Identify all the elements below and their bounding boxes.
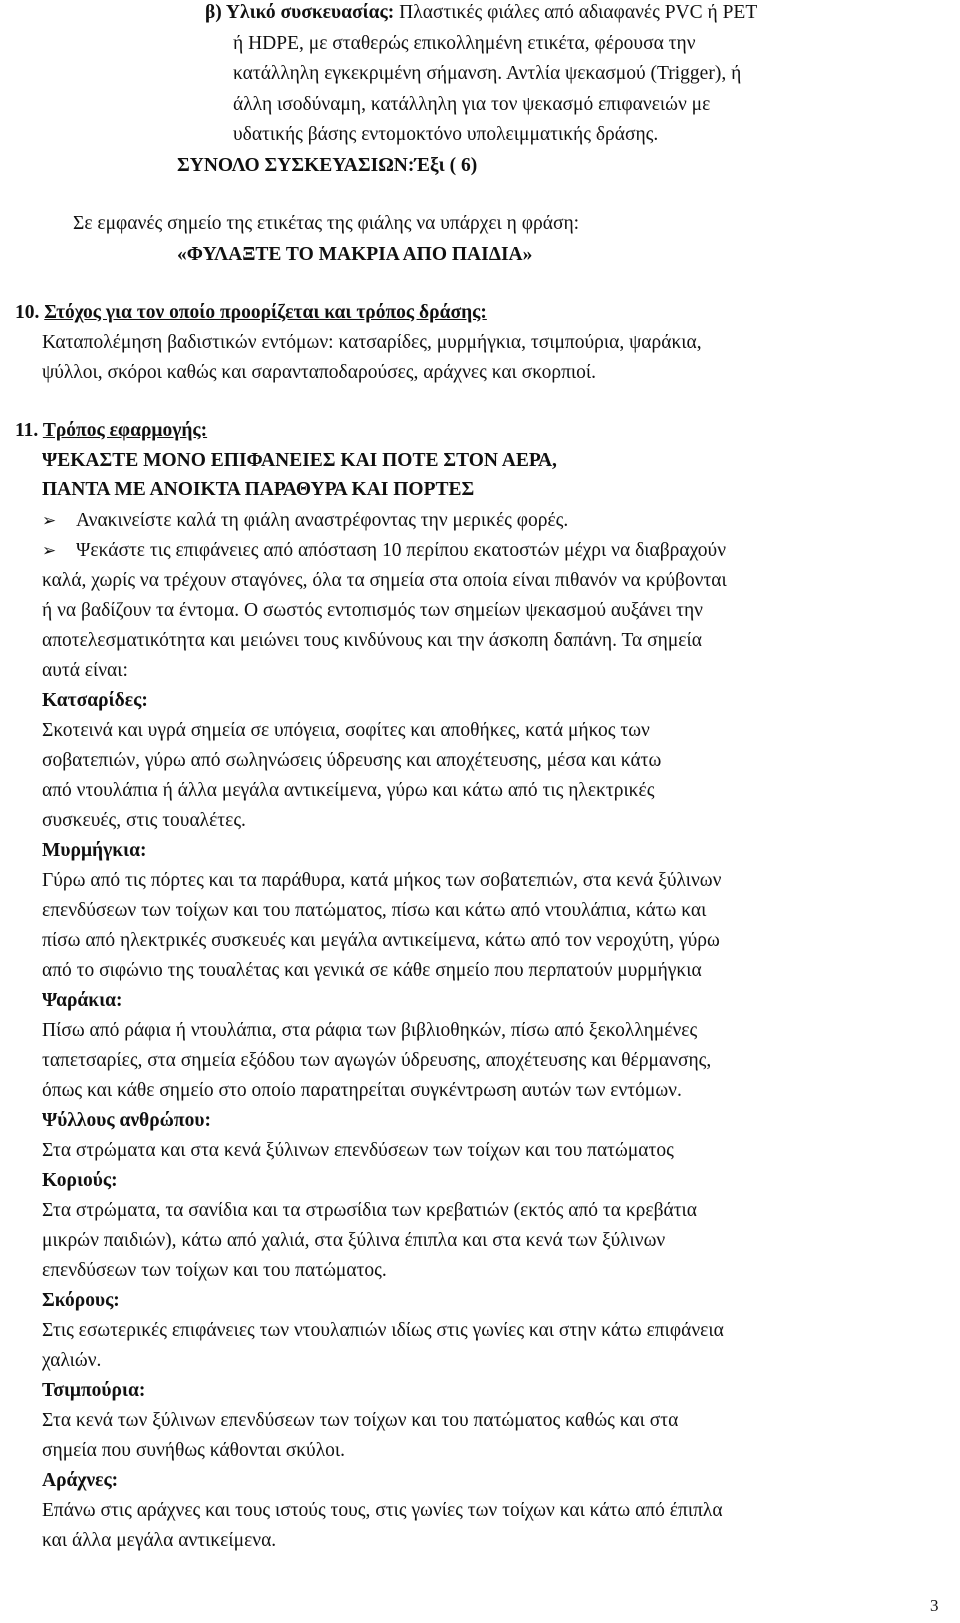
arrow-bullet-icon: ➢ — [42, 511, 57, 531]
spiders-line-1: Επάνω στις αράχνες και τους ιστούς τους, στις γωνίες των τοίχων και κάτω από έπιπλα — [42, 1500, 723, 1521]
bullet-2-line-4: αποτελεσματικότητα και μειώνει τους κινδύνους και την άσκοπη δαπάνη. Τα σημεία — [42, 630, 702, 651]
moths-line-2: χαλιών. — [42, 1350, 102, 1371]
silverfish-heading: Ψαράκια: — [42, 990, 123, 1011]
packaging-line-4: άλλη ισοδύναμη, κατάλληλη για τον ψεκασμό επιφανειών με — [233, 94, 711, 115]
moths-heading: Σκόρους: — [42, 1290, 120, 1311]
total-packages: ΣΥΝΟΛΟ ΣΥΣΚΕΥΑΣΙΩΝ:Έξι ( 6) — [177, 155, 478, 176]
bedbugs-line-1: Στα στρώματα, τα σανίδια και τα στρωσίδια των κρεβατιών (εκτός από τα κρεβάτια — [42, 1200, 698, 1221]
caps-instruction-1: ΨΕΚΑΣΤΕ ΜΟΝΟ ΕΠΙΦΑΝΕΙΕΣ ΚΑΙ ΠΟΤΕ ΣΤΟΝ ΑΕΡΑ, — [42, 450, 557, 471]
bullet-2-line-2: καλά, χωρίς να τρέχουν σταγόνες, όλα τα σημεία στα οποία είναι πιθανόν να κρύβονται — [42, 570, 727, 591]
section-11-heading: Τρόπος εφαρμογής: — [42, 420, 208, 441]
section-10-heading: Στόχος για τον οποίο προορίζεται και τρόπος δράσης: — [44, 302, 487, 323]
spiders-line-2: και άλλα μεγάλα αντικείμενα. — [42, 1530, 277, 1551]
fleas-heading: Ψύλλους ανθρώπου: — [42, 1110, 211, 1131]
page-number: 3 — [930, 1596, 939, 1615]
bullet-1 — [42, 508, 568, 534]
silverfish-line-3: όπως και κάθε σημείο στο οποίο παρατηρείται συγκέντρωση αυτών των εντόμων. — [42, 1080, 682, 1101]
warning-phrase: «ΦΥΛΑΞΤΕ ΤΟ ΜΑΚΡΙΑ ΑΠΟ ΠΑΙΔΙΑ» — [177, 244, 533, 265]
bedbugs-line-2: μικρών παιδιών), κάτω από χαλιά, στα ξύλινα έπιπλα και στα κενά των ξύλινων — [42, 1230, 666, 1251]
cockroaches-line-3: από ντουλάπια ή άλλα μεγάλα αντικείμενα, γύρω και κάτω από τις ηλεκτρικές — [42, 780, 655, 801]
bullet-2-line-3: ή να βαδίζουν τα έντομα. Ο σωστός εντοπισμός των σημείων ψεκασμού αυξάνει την — [42, 600, 703, 621]
label-note: Σε εμφανές σημείο της ετικέτας της φιάλης να υπάρχει η φράση: — [73, 213, 580, 234]
section-10-number: 10. — [15, 302, 40, 323]
ticks-line-2: σημεία που συνήθως κάθονται σκύλοι. — [42, 1440, 346, 1461]
bullet-2-text: Ψεκάστε τις επιφάνειες από απόσταση 10 περίπου εκατοστών μέχρι να διαβραχούν — [76, 540, 727, 561]
ants-line-4: από το σιφώνιο της τουαλέτας και γενικά σε κάθε σημείο που περπατούν μυρμήγκια — [42, 960, 702, 981]
packaging-line-1 — [205, 0, 757, 26]
ticks-heading: Τσιμπούρια: — [42, 1380, 146, 1401]
silverfish-line-2: ταπετσαρίες, στα σημεία εξόδου των αγωγών ύδρευσης, αποχέτευσης και θέρμανσης, — [42, 1050, 712, 1071]
ticks-line-1: Στα κενά των ξύλινων επενδύσεων των τοίχων και του πατώματος καθώς και στα — [42, 1410, 679, 1431]
bedbugs-line-3: επενδύσεων των τοίχων και του πατώματος. — [42, 1260, 387, 1281]
ants-line-1: Γύρω από τις πόρτες και τα παράθυρα, κατά μήκος των σοβατεπιών, στα κενά ξύλινων — [42, 870, 722, 891]
ants-line-3: πίσω από ηλεκτρικές συσκευές και μεγάλα αντικείμενα, κάτω από τον νεροχύτη, γύρω — [42, 930, 720, 951]
packaging-text-1: Πλαστικές φιάλες από αδιαφανές PVC ή PET — [394, 2, 758, 23]
section-11-number: 11. — [15, 420, 39, 441]
cockroaches-line-2: σοβατεπιών, γύρω από σωληνώσεις ύδρευσης και αποχέτευσης, μέσα και κάτω — [42, 750, 662, 771]
ants-line-2: επενδύσεων των τοίχων και του πατώματος, πίσω και κάτω από ντουλάπια, κάτω και — [42, 900, 707, 921]
bullet-1-text: Ανακινείστε καλά τη φιάλη αναστρέφοντας την μερικές φορές. — [76, 510, 569, 531]
fleas-line-1: Στα στρώματα και στα κενά ξύλινων επενδύσεων των τοίχων και του πατώματος — [42, 1140, 674, 1161]
packaging-line-5: υδατικής βάσης εντομοκτόνο υπολειμματικής δράσης. — [233, 124, 659, 145]
ants-heading: Μυρμήγκια: — [42, 840, 147, 861]
arrow-bullet-icon: ➢ — [42, 541, 57, 561]
section-11-heading-line — [15, 418, 207, 444]
silverfish-line-1: Πίσω από ράφια ή ντουλάπια, στα ράφια των βιβλιοθηκών, πίσω από ξεκολλημένες — [42, 1020, 698, 1041]
caps-instruction-2: ΠΑΝΤΑ ΜΕ ΑΝΟΙΚΤΑ ΠΑΡΑΘΥΡΑ ΚΑΙ ΠΟΡΤΕΣ — [42, 479, 475, 500]
section-10-line-1: Καταπολέμηση βαδιστικών εντόμων: κατσαρίδες, μυρμήγκια, τσιμπούρια, ψαράκια, — [42, 332, 702, 353]
cockroaches-line-1: Σκοτεινά και υγρά σημεία σε υπόγεια, σοφίτες και αποθήκες, κατά μήκος των — [42, 720, 650, 741]
cockroaches-line-4: συσκευές, στις τουαλέτες. — [42, 810, 246, 831]
cockroaches-heading: Κατσαρίδες: — [42, 690, 148, 711]
packaging-heading: β) Υλικό συσκευασίας: — [205, 2, 395, 23]
section-10-heading-line — [15, 300, 487, 326]
bedbugs-heading: Κοριούς: — [42, 1170, 118, 1191]
section-10-line-2: ψύλλοι, σκόροι καθώς και σαρανταποδαρούσες, αράχνες και σκορπιοί. — [42, 362, 597, 383]
packaging-line-2: ή HDPE, με σταθερώς επικολλημένη ετικέτα, φέρουσα την — [233, 33, 696, 54]
bullet-2 — [42, 538, 726, 564]
spiders-heading: Αράχνες: — [42, 1470, 119, 1491]
moths-line-1: Στις εσωτερικές επιφάνειες των ντουλαπιών ιδίως στις γωνίες και στην κάτω επιφάνεια — [42, 1320, 724, 1341]
bullet-2-line-5: αυτά είναι: — [42, 660, 128, 681]
packaging-line-3: κατάλληλη εγκεκριμένη σήμανση. Αντλία ψεκασμού (Trigger), ή — [233, 63, 742, 84]
